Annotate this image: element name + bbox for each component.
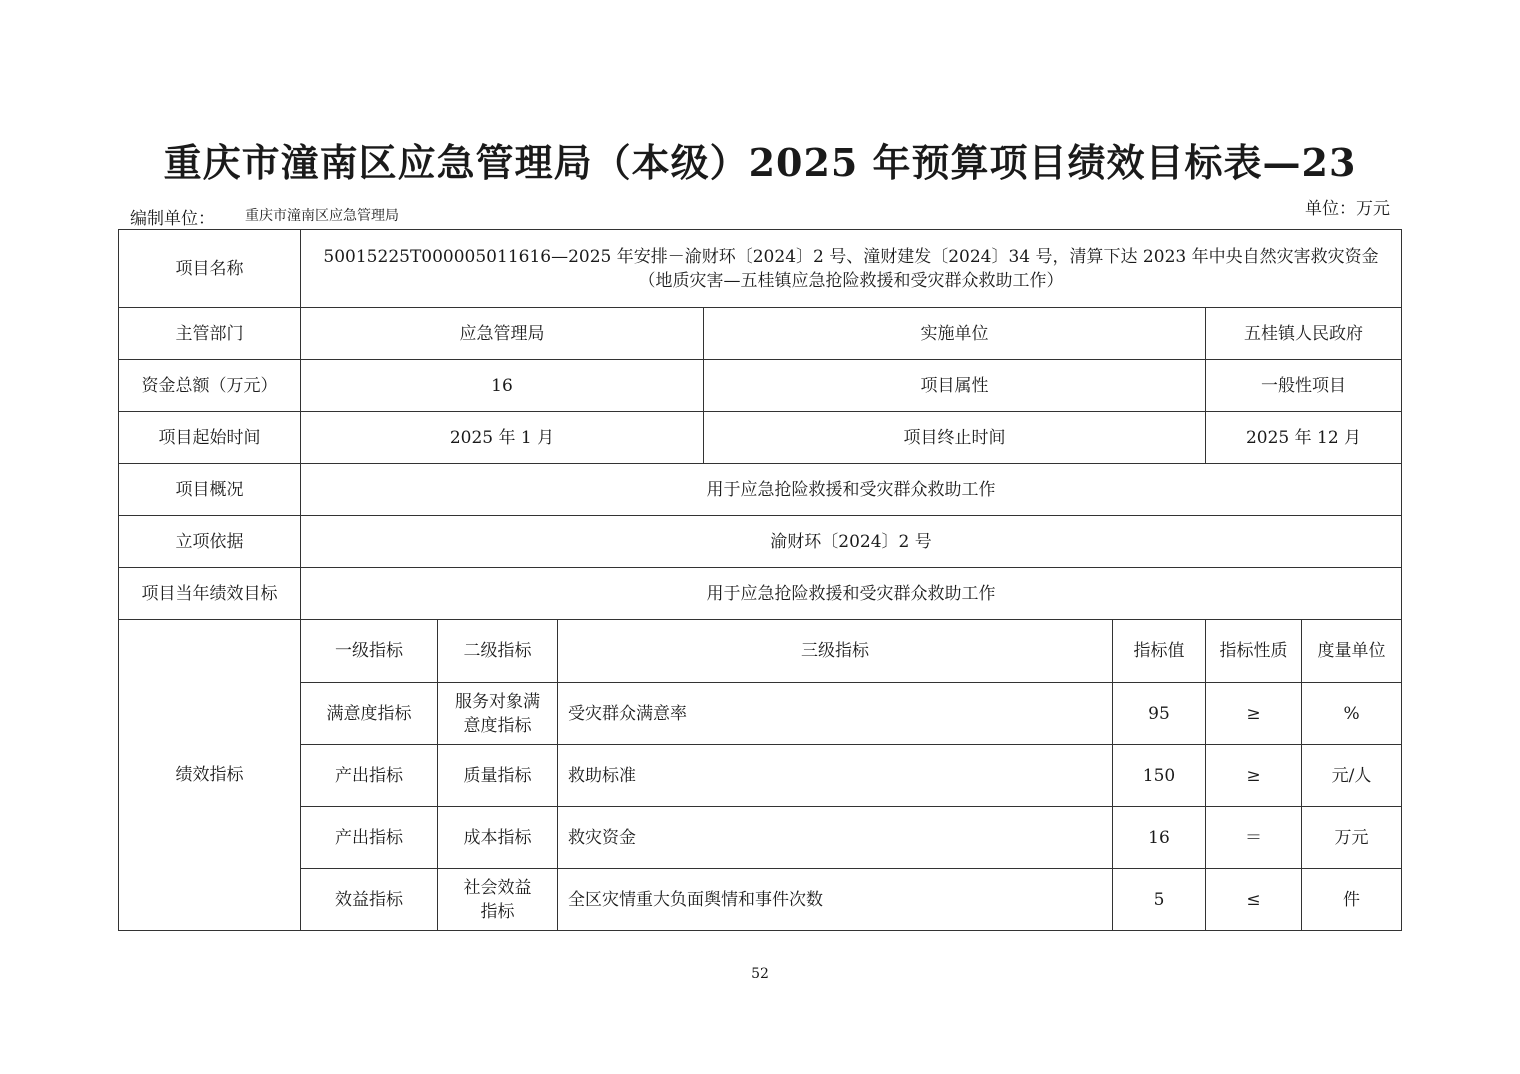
end-label: 项目终止时间 [704,412,1206,464]
perf-l1: 满意度指标 [301,683,438,745]
perf-nature: ＝ [1206,807,1302,869]
perf-header-unit: 度量单位 [1302,620,1402,683]
end-value: 2025 年 12 月 [1206,412,1402,464]
row-project-name [119,230,1402,308]
start-label: 项目起始时间 [119,412,301,464]
perf-l1: 效益指标 [301,869,438,931]
perf-l2-line2: 意度指标 [463,715,532,736]
basis-value: 渝财环〔2024〕2 号 [301,516,1402,568]
perf-l1: 产出指标 [301,745,438,807]
perf-label: 绩效指标 [119,620,301,931]
basis-label: 立项依据 [119,516,301,568]
perf-nature: ≥ [1206,683,1302,745]
perf-header-l3: 三级指标 [558,620,1113,683]
budget-table [118,229,1402,931]
perf-unit: 元/人 [1302,745,1402,807]
attr-label: 项目属性 [704,360,1206,412]
perf-value: 150 [1113,745,1206,807]
row-basis [119,516,1402,568]
impl-value: 五桂镇人民政府 [1206,308,1402,360]
perf-l3: 全区灾情重大负面舆情和事件次数 [558,869,1113,931]
start-value: 2025 年 1 月 [301,412,704,464]
perf-l2-line2: 指标 [480,901,515,922]
row-overview [119,464,1402,516]
table-row [119,807,1402,869]
table-row [119,745,1402,807]
fund-label: 资金总额（万元） [119,360,301,412]
perf-unit: 万元 [1302,807,1402,869]
dept-value: 应急管理局 [301,308,704,360]
perf-l2: 成本指标 [438,807,558,869]
perf-nature: ≥ [1206,745,1302,807]
project-name-line2: （地质灾害—五桂镇应急抢险救援和受灾群众救助工作） [638,270,1064,291]
perf-header-l2: 二级指标 [438,620,558,683]
perf-value: 95 [1113,683,1206,745]
perf-l2-line1: 服务对象满 [455,691,540,712]
impl-label: 实施单位 [704,308,1206,360]
perf-header-value: 指标值 [1113,620,1206,683]
perf-l2: 质量指标 [438,745,558,807]
overview-label: 项目概况 [119,464,301,516]
perf-l2-line1: 社会效益 [463,877,532,898]
row-time [119,412,1402,464]
attr-value: 一般性项目 [1206,360,1402,412]
perf-l3: 受灾群众满意率 [558,683,1113,745]
perf-header-row [119,620,1402,683]
unit-label: 单位：万元 [1305,199,1390,219]
perf-l3: 救灾资金 [558,807,1113,869]
project-name-line1: 50015225T000005011616—2025 年安排－渝财环〔2024〕2 号、潼财建发〔2024〕34 号，清算下达 2023 年中央自然灾害救灾资金 [323,246,1379,267]
goal-value: 用于应急抢险救援和受灾群众救助工作 [301,568,1402,620]
perf-unit: % [1302,683,1402,745]
perf-l2 [438,869,558,931]
row-fund [119,360,1402,412]
dept-label: 主管部门 [119,308,301,360]
perf-header-nature: 指标性质 [1206,620,1302,683]
perf-l1: 产出指标 [301,807,438,869]
table-row [119,683,1402,745]
perf-value: 16 [1113,807,1206,869]
perf-value: 5 [1113,869,1206,931]
perf-unit: 件 [1302,869,1402,931]
perf-l2 [438,683,558,745]
project-name-label: 项目名称 [119,230,301,308]
page-title: 重庆市潼南区应急管理局（本级）2025 年预算项目绩效目标表—23 [163,140,1357,185]
overview-value: 用于应急抢险救援和受灾群众救助工作 [301,464,1402,516]
goal-label: 项目当年绩效目标 [119,568,301,620]
project-name-value [301,230,1402,308]
row-goal [119,568,1402,620]
page-number: 52 [751,966,769,982]
perf-nature: ≤ [1206,869,1302,931]
fund-value: 16 [301,360,704,412]
perf-header-l1: 一级指标 [301,620,438,683]
table-row [119,869,1402,931]
row-dept [119,308,1402,360]
org-value: 重庆市潼南区应急管理局 [245,208,399,224]
perf-l3: 救助标准 [558,745,1113,807]
org-label: 编制单位： [130,209,215,229]
